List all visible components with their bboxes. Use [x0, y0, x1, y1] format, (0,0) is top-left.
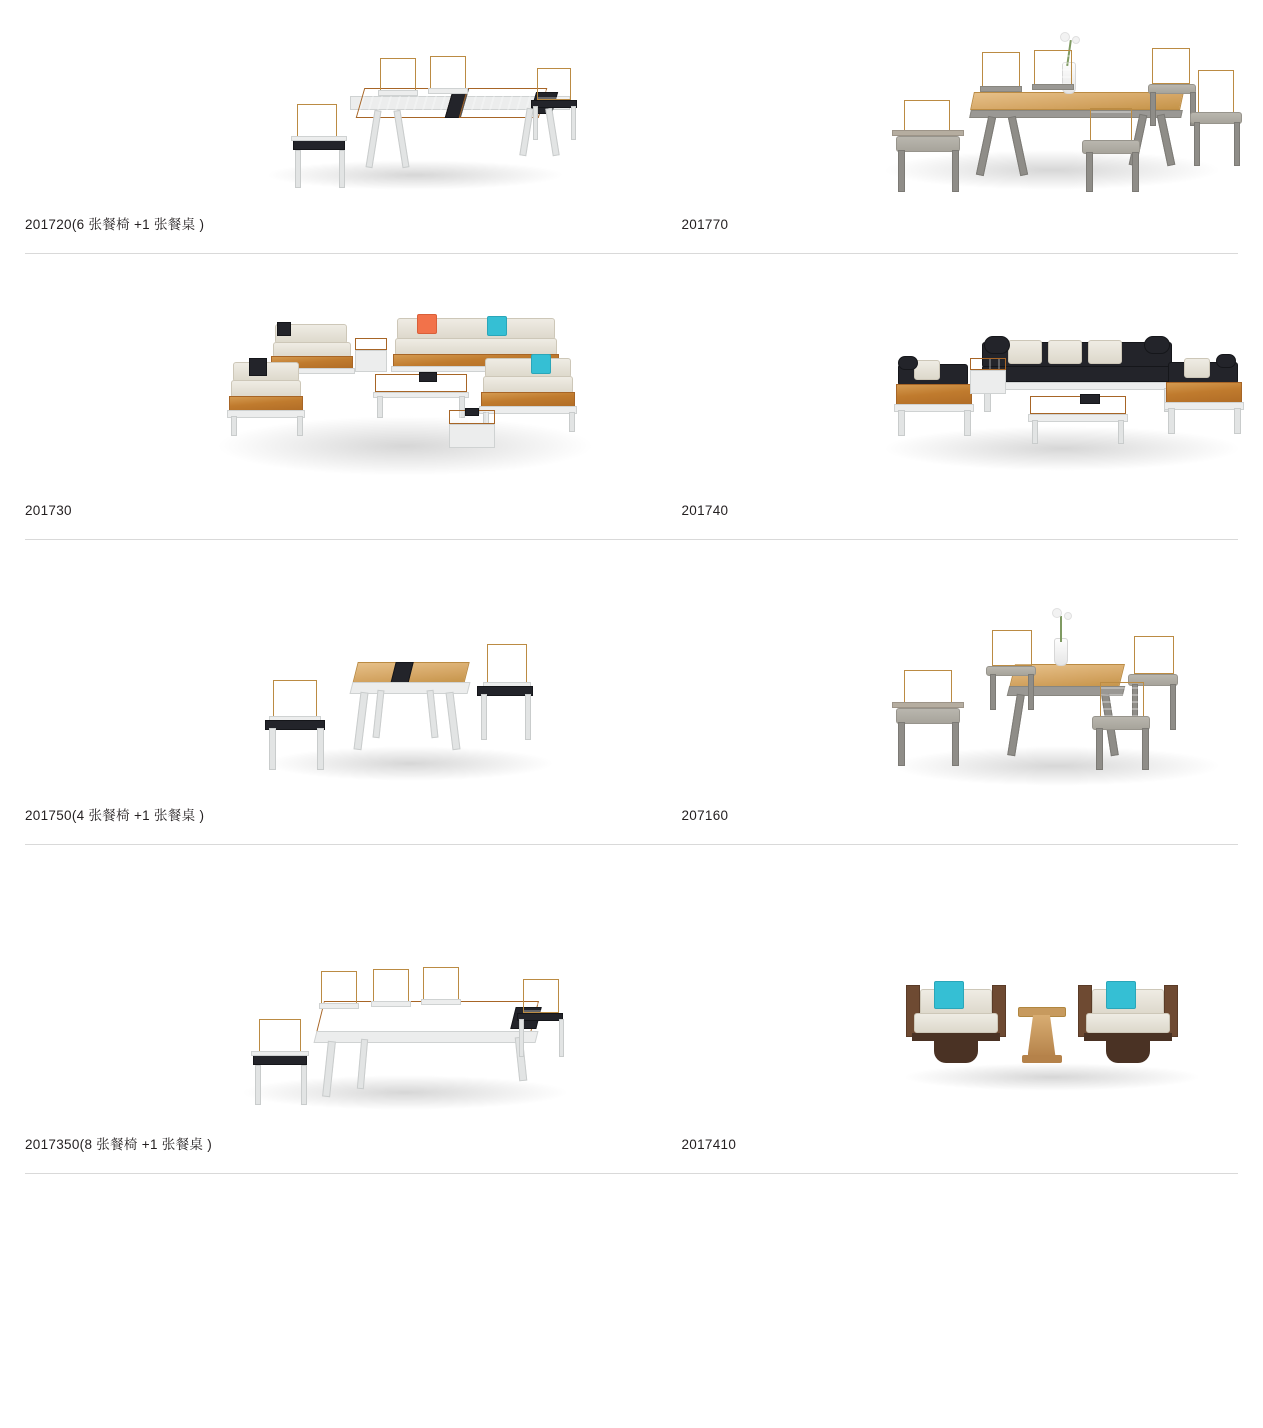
row-divider — [25, 1173, 1238, 1174]
row-divider — [25, 253, 1238, 254]
product-caption: 2017350(8 张餐椅 +1 张餐桌 ) — [25, 1136, 213, 1152]
product-image-2017350 — [25, 915, 632, 1130]
catalog-cell — [0, 296, 632, 525]
catalog-row — [0, 0, 1263, 254]
product-image-2017410 — [682, 915, 1263, 1130]
catalog-row — [0, 915, 1263, 1174]
catalog-cell — [632, 915, 1263, 1159]
catalog-cell — [632, 586, 1263, 830]
catalog-cell — [0, 586, 632, 830]
product-image-201730 — [25, 296, 632, 496]
catalog-cell — [632, 0, 1263, 239]
product-caption: 201750(4 张餐椅 +1 张餐桌 ) — [25, 807, 205, 823]
product-image-201720 — [25, 0, 632, 210]
catalog-cell — [0, 915, 632, 1159]
row-divider — [25, 539, 1238, 540]
catalog-cell — [632, 296, 1263, 525]
row-divider — [25, 844, 1238, 845]
product-image-201770 — [682, 0, 1263, 210]
product-caption: 201770 — [681, 217, 729, 232]
product-image-207160 — [682, 586, 1263, 801]
catalog-row — [0, 586, 1263, 845]
product-image-201750 — [25, 586, 632, 801]
product-caption: 2017410 — [681, 1136, 737, 1152]
product-caption: 201740 — [681, 502, 729, 518]
product-image-201740 — [682, 296, 1263, 496]
product-caption: 201720(6 张餐椅 +1 张餐桌 ) — [25, 217, 205, 232]
product-caption: 207160 — [681, 807, 729, 823]
catalog-cell — [0, 0, 632, 239]
product-caption: 201730 — [25, 502, 72, 518]
catalog-row — [0, 296, 1263, 540]
